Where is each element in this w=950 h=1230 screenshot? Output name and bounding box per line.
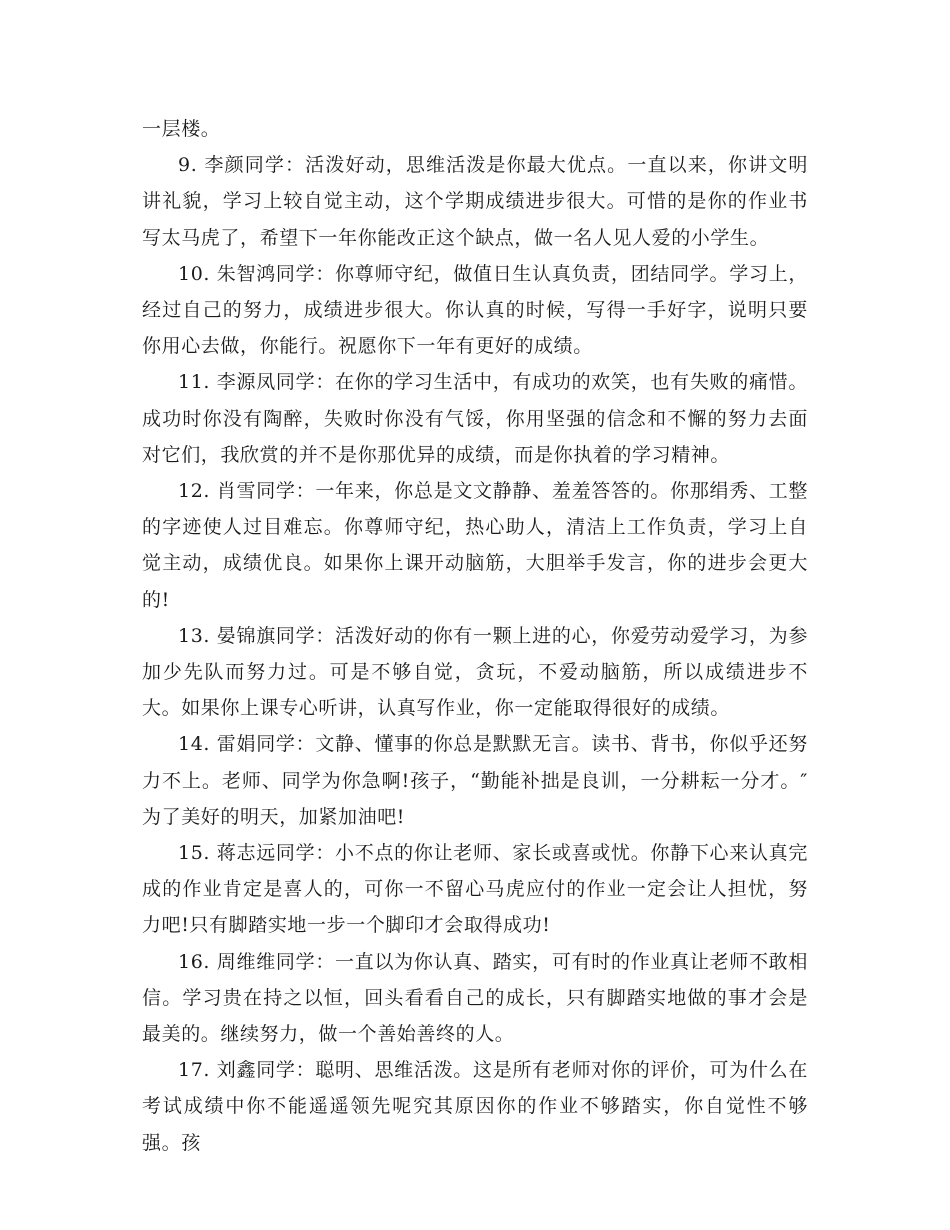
comment-paragraph-12: 12. 肖雪同学：一年来，你总是文文静静、羞羞答答的。你那绢秀、工整的字迹使人过目难忘。你尊师守纪，热心助人，清洁上工作负责，学习上自觉主动，成绩优良。如果你上课开动脑筋，大胆举手发言，你的进步会更大的! [142,480,808,611]
comment-paragraph-16: 16. 周维维同学：一直以为你认真、踏实，可有时的作业真让老师不敢相信。学习贵在持之以恒，回头看看自己的成长，只有脚踏实地做的事才会是最美的。继续努力，做一个善始善终的人。 [142,950,808,1046]
comment-paragraph-15: 15. 蒋志远同学：小不点的你让老师、家长或喜或忧。你静下心来认真完成的作业肯定是喜人的，可你一不留心马虎应付的作业一定会让人担忧，努力吧!只有脚踏实地一步一个脚印才会取得成功! [142,842,808,937]
comment-paragraph-10: 10. 朱智鸿同学：你尊师守纪，做值日生认真负责，团结同学。学习上，经过自己的努力，成绩进步很大。你认真的时候，写得一手好字，说明只要你用心去做，你能行。祝愿你下一年有更好的成绩。 [142,262,808,358]
comment-paragraph-17: 17. 刘鑫同学：聪明、思维活泼。这是所有老师对你的评价，可为什么在考试成绩中你不能遥遥领先呢究其原因你的作业不够踏实，你自觉性不够强。孩 [142,1059,808,1154]
comment-paragraph-11: 11. 李源凤同学：在你的学习生活中，有成功的欢笑，也有失败的痛惜。成功时你没有陶醉，失败时你没有气馁，你用坚强的信念和不懈的努力去面对它们，我欣赏的并不是你那优异的成绩，而是你执着的学习精神。 [142,371,808,466]
comment-paragraph-14: 14. 雷娟同学：文静、懂事的你总是默默无言。读书、背书，你似乎还努力不上。老师、同学为你急啊!孩子，“勤能补拙是良训，一分耕耘一分才。″ 为了美好的明天，加紧加油吧! [142,733,808,828]
comment-paragraph-9: 9. 李颜同学：活泼好动，思维活泼是你最大优点。一直以来，你讲文明讲礼貌，学习上较自觉主动，这个学期成绩进步很大。可惜的是你的作业书写太马虎了，希望下一年你能改正这个缺点，做一名人见人爱的小学生。 [142,154,808,249]
comment-paragraph-13: 13. 晏锦旗同学：活泼好动的你有一颗上进的心，你爱劳动爱学习，为参加少先队而努力过。可是不够自觉，贪玩，不爱动脑筋，所以成绩进步不大。如果你上课专心听讲，认真写作业，你一定能取得很好的成绩。 [142,624,808,720]
continuation-line: 一层楼。 [142,118,221,140]
document-body [142,111,808,1161]
